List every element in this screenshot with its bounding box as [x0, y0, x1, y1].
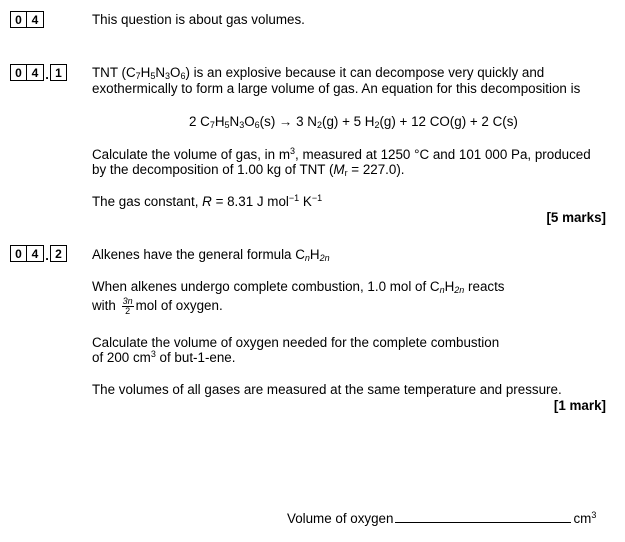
same-conditions-note: The volumes of all gases are measured at the same temperature and pressure.	[92, 382, 562, 397]
question-intro: This question is about gas volumes.	[92, 12, 305, 27]
question-number-dot: .	[45, 67, 49, 82]
oxygen-calculation-line-2: of 200 $cm^3$ of but-1-ene.	[92, 349, 236, 365]
calculation-instruction-line-1: Calculate the volume of gas, in $m^3$, measured at 1250 °C and 101 000 Pa, produced	[92, 146, 591, 162]
question-number-box: 4	[27, 245, 44, 262]
question-number-box: 0	[10, 11, 27, 28]
answer-label: Volume of oxygen	[287, 511, 394, 526]
question-number-dot: .	[45, 248, 49, 263]
tnt-description-line-2: exothermically to form a large volume of gas. An equation for this decomposition is	[92, 81, 581, 96]
combustion-line-1: When alkenes undergo complete combustion, 1.0 mol of $C_nH_{2n}$ reacts	[92, 279, 505, 295]
calculation-instruction-line-2: by the decomposition of 1.00 kg of TNT $(M_r = 227.0)$.	[92, 162, 405, 178]
tnt-description-line-1: TNT $(C_7H_5N_3O_6)$ is an explosive because it can decompose very quickly and	[92, 65, 545, 81]
question-number-04-1	[10, 64, 67, 81]
question-number-box: 2	[50, 245, 67, 262]
question-number-04-2	[10, 245, 67, 262]
answer-input-line[interactable]	[395, 510, 571, 523]
question-number-box: 0	[10, 245, 27, 262]
question-number-box: 0	[10, 64, 27, 81]
marks-label: [5 marks]	[546, 210, 606, 225]
fraction-3n-over-2: $\frac{3n}{2}$	[122, 296, 133, 316]
oxygen-calculation-line-1: Calculate the volume of oxygen needed for the complete combustion	[92, 335, 500, 350]
question-number-04	[10, 11, 44, 28]
answer-unit: $cm^3$	[573, 510, 597, 526]
question-number-box: 4	[27, 11, 44, 28]
answer-row	[287, 510, 596, 527]
combustion-line-2: with $\frac{3n}{2}$ mol of oxygen.	[92, 296, 223, 316]
alkene-general-formula: Alkenes have the general formula $C_nH_{2n}$	[92, 247, 330, 263]
decomposition-equation: 2 $C_7H_5N_3O_6(s) \to 3$ $N_2(g) + 5$ $H_2(g) + 12$ CO(g) + 2 C(s)	[189, 114, 518, 130]
marks-label: [1 mark]	[553, 398, 606, 413]
question-number-box: 1	[50, 64, 67, 81]
gas-constant: The gas constant, R = 8.31 J mol$^{-1}$ $K^{-1}$	[92, 193, 323, 209]
question-number-box: 4	[27, 64, 44, 81]
